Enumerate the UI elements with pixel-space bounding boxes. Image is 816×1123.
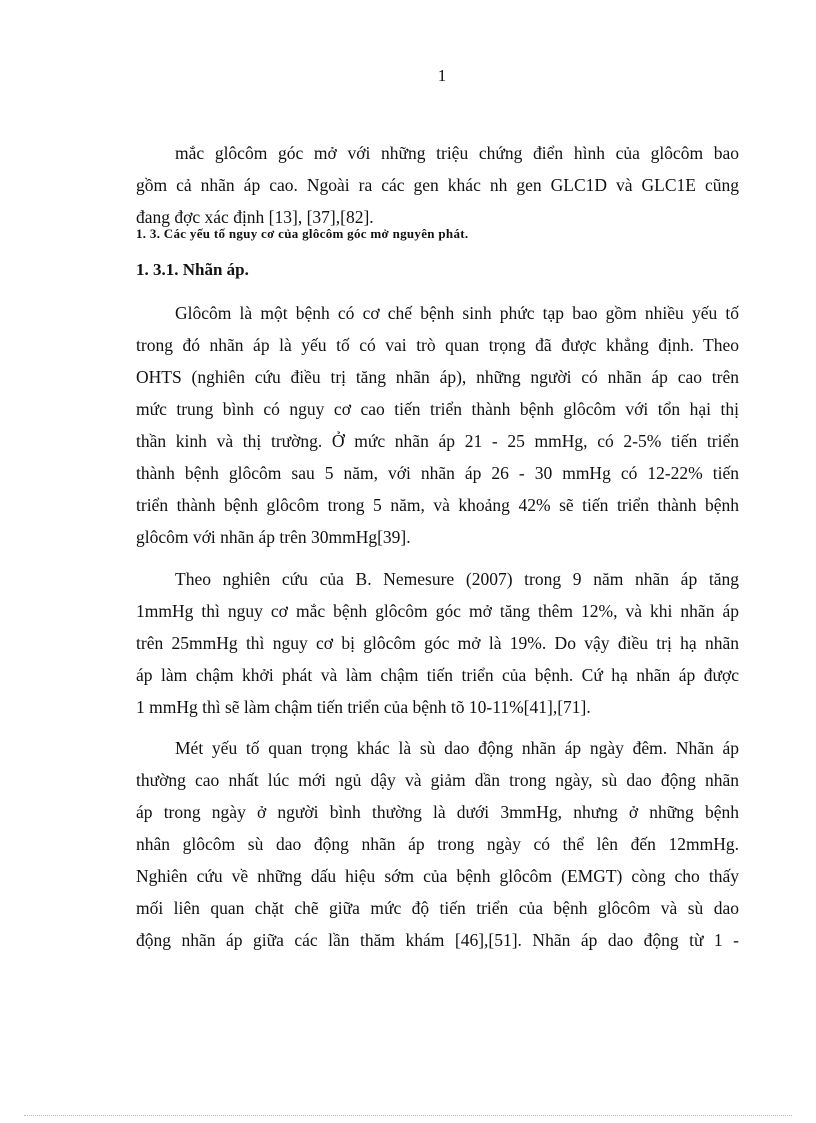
text-line: mối liên quan chặt chẽ giữa mức độ tiến triển của bệnh glôcôm và sù dao [136, 898, 739, 918]
page-bottom-divider [24, 1115, 792, 1116]
text-line: áp làm chậm khởi phát và làm chậm tiến triển của bệnh. Cứ hạ nhãn áp được [136, 665, 739, 685]
text-line: đang đợc xác định [13], [37],[82]. [136, 207, 374, 227]
text-line: mức trung bình có nguy cơ cao tiến triển thành bệnh glôcôm với tổn hại thị [136, 399, 739, 419]
page-number: 1 [437, 66, 447, 85]
subsection-heading: 1. 3.1. Nhãn áp. [136, 260, 249, 279]
paragraph-fluctuation [136, 732, 739, 956]
text-line: triển thành bệnh glôcôm trong 5 năm, và khoảng 42% sẽ tiến triển thành bệnh [136, 495, 739, 515]
paragraph-nemesure [136, 563, 739, 723]
text-line: glôcôm với nhãn áp trên 30mmHg[39]. [136, 527, 411, 547]
paragraph-intraocular-pressure [136, 297, 739, 553]
text-line: Theo nghiên cứu của B. Nemesure (2007) trong 9 năm nhãn áp tăng [175, 569, 739, 589]
text-line: 1 mmHg thì sẽ làm chậm tiến triển của bệnh tõ 10-11%[41],[71]. [136, 697, 591, 717]
text-line: trong đó nhãn áp là yếu tố có vai trò quan trọng đã được khẳng định. Theo [136, 335, 739, 355]
text-line: động nhãn áp giữa các lần thăm khám [46],[51]. Nhãn áp dao động từ 1 - [136, 930, 739, 950]
section-heading: 1. 3. Các yếu tố nguy cơ của glôcôm góc mở nguyên phát. [136, 226, 469, 241]
text-line: 1mmHg thì nguy cơ mắc bệnh glôcôm góc mở tăng thêm 12%, và khi nhãn áp [136, 601, 739, 621]
text-line: thành bệnh glôcôm sau 5 năm, với nhãn áp 26 - 30 mmHg có 12-22% tiến [136, 463, 739, 483]
text-line: Glôcôm là một bệnh có cơ chế bệnh sinh phức tạp bao gồm nhiều yếu tố [175, 303, 739, 323]
text-line: Mét yếu tố quan trọng khác là sù dao động nhãn áp ngày đêm. Nhãn áp [175, 738, 739, 758]
text-line: thần kinh và thị trường. Ở mức nhãn áp 21 - 25 mmHg, có 2-5% tiến triển [136, 431, 739, 451]
text-line: mắc glôcôm góc mở với những triệu chứng điển hình của glôcôm bao [175, 143, 739, 163]
text-line: trên 25mmHg thì nguy cơ bị glôcôm góc mở là 19%. Do vậy điều trị hạ nhãn [136, 633, 739, 653]
text-line: gồm cả nhãn áp cao. Ngoài ra các gen khác nh gen GLC1D và GLC1E cũng [136, 175, 739, 195]
text-line: Nghiên cứu về những dấu hiệu sớm của bệnh glôcôm (EMGT) còng cho thấy [136, 866, 739, 886]
text-line: nhân glôcôm sù dao động nhãn áp trong ngày có thể lên đến 12mmHg. [136, 834, 739, 854]
text-line: áp trong ngày ở người bình thường là dưới 3mmHg, nhưng ở những bệnh [136, 802, 739, 822]
text-line: OHTS (nghiên cứu điều trị tăng nhãn áp), những người có nhãn áp cao trên [136, 367, 739, 387]
text-line: thường cao nhất lúc mới ngủ dậy và giảm dần trong ngày, sù dao động nhãn [136, 770, 739, 790]
intro-paragraph [136, 137, 739, 233]
